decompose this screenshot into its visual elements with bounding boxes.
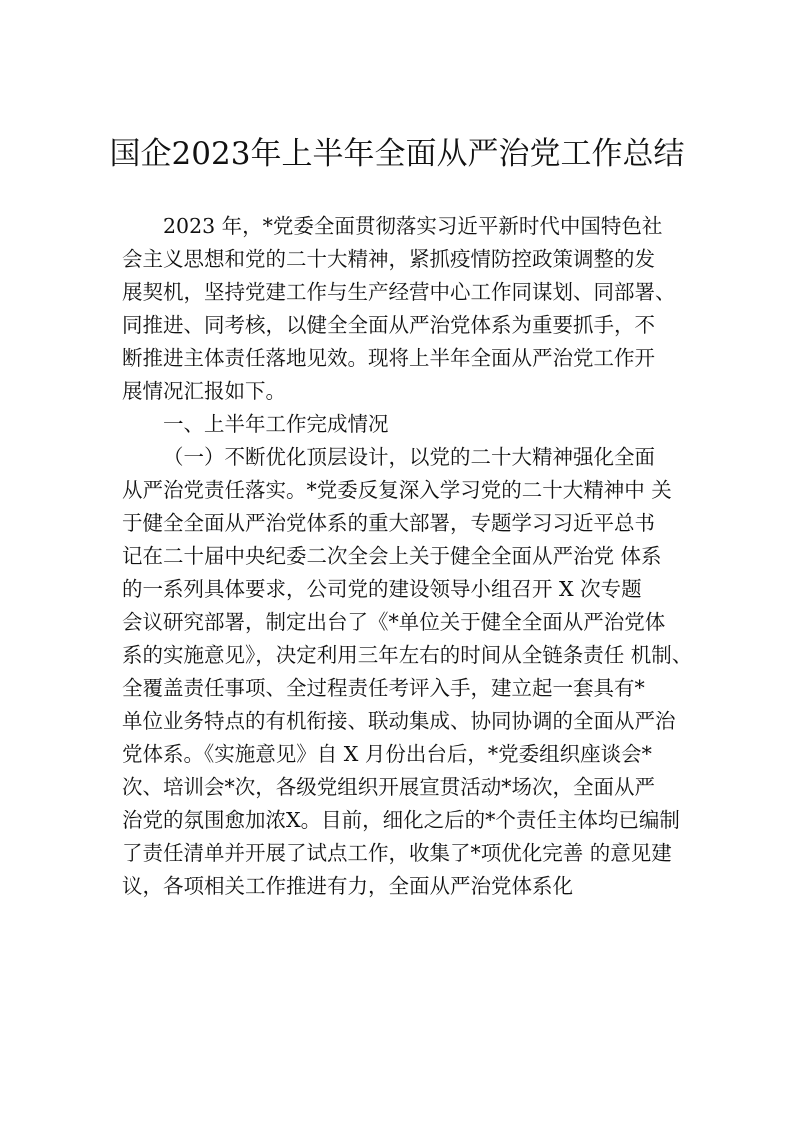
paragraph-line: 的一系列具体要求，公司党的建设领导小组召开 X 次专题: [122, 577, 642, 601]
paragraph-line: 记在二十届中央纪委二次全会上关于健全全面从严治党 体系: [122, 544, 662, 568]
paragraph-line: 从严治党责任落实。*党委反复深入学习党的二十大精神中 关: [122, 478, 672, 502]
paragraph-line: 断推进主体责任落地见效。现将上半年全面从严治党工作开: [122, 346, 655, 370]
paragraph-line: 2023 年，*党委全面贯彻落实习近平新时代中国特色社: [163, 214, 663, 238]
paragraph-line: 展情况汇报如下。: [122, 379, 286, 403]
paragraph-line: 同推进、同考核，以健全全面从严治党体系为重要抓手，不: [122, 313, 655, 337]
paragraph-line: 系的实施意见》，决定利用三年左右的时间从全链条责任 机制、: [122, 643, 693, 667]
paragraph-line: 全覆盖责任事项、全过程责任考评入手，建立起一套具有*: [122, 676, 645, 700]
paragraph-line: 党体系。《实施意见》自 X 月份出台后，*党委组织座谈会*: [122, 742, 652, 766]
paragraph-line: 单位业务特点的有机衔接、联动集成、协同协调的全面从严治: [122, 709, 676, 733]
document-body: [122, 210, 693, 903]
paragraph-line: 治党的氛围愈加浓X。目前，细化之后的*个责任主体均已编制: [122, 808, 680, 832]
paragraph-line: 次、培训会*次，各级党组织开展宣贯活动*场次，全面从严: [122, 775, 655, 799]
subsection-heading: （一）不断优化顶层设计，以党的二十大精神强化全面: [163, 445, 655, 469]
paragraph-line: 会议研究部署，制定出台了《*单位关于健全全面从严治党体: [122, 610, 666, 634]
paragraph-line: 议，各项相关工作推进有力，全面从严治党体系化: [122, 874, 573, 898]
paragraph-line: 于健全全面从严治党体系的重大部署，专题学习习近平总书: [122, 511, 655, 535]
paragraph-line: 会主义思想和党的二十大精神，紧抓疫情防控政策调整的发: [122, 247, 655, 271]
paragraph-line: 了责任清单并开展了试点工作，收集了*项优化完善 的意见建: [122, 841, 672, 865]
document-title: 国企2023年上半年全面从严治党工作总结: [109, 136, 685, 172]
paragraph-line: 展契机，坚持党建工作与生产经营中心工作同谋划、同部署、: [122, 280, 676, 304]
section-heading: 一、上半年工作完成情况: [163, 412, 389, 436]
